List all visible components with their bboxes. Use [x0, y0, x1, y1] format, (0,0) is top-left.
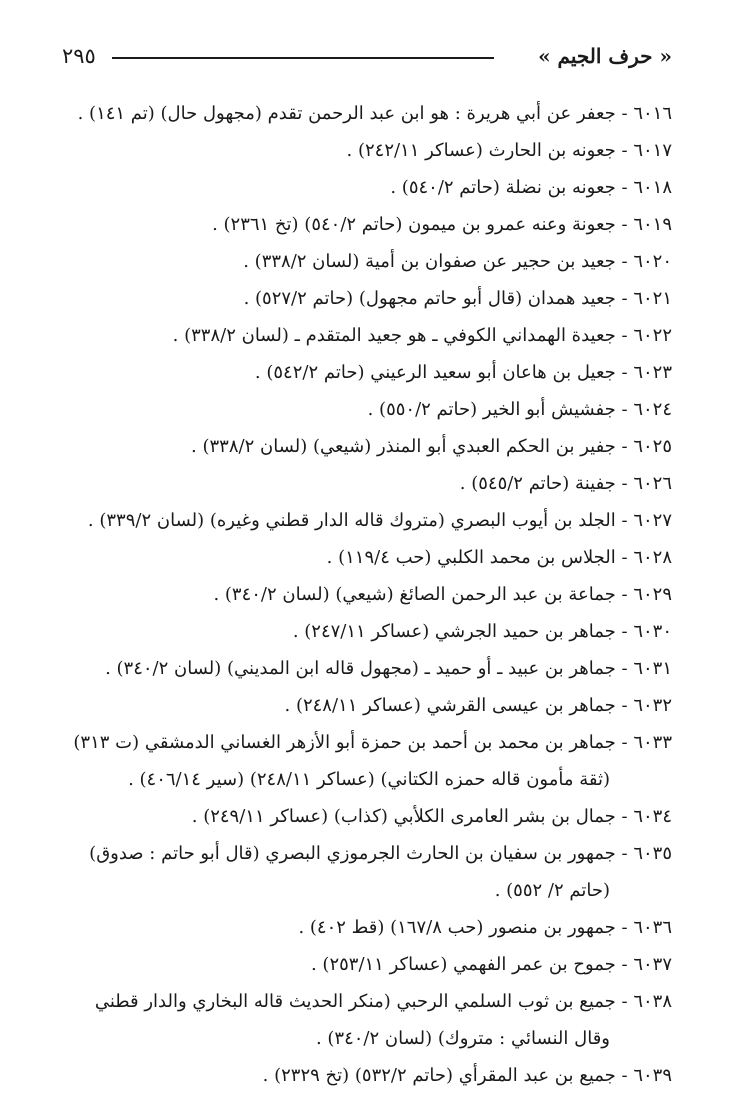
entry-text: جعونة وعنه عمرو بن ميمون (حاتم ٥٤٠/٢) (تخ ٢٣٦١) .	[212, 214, 616, 235]
page-number: ٢٩٥	[62, 44, 96, 68]
entry-text: جميع بن عبد المقرأي (حاتم ٥٣٢/٢) (تخ ٢٣٢٩) .	[262, 1065, 616, 1086]
entry-number: ٦٠٣١	[633, 658, 672, 679]
entry-number: ٦٠٣٧	[633, 954, 672, 975]
entry-text: جمهور بن منصور (حب ١٦٧/٨) (قط ٤٠٢) .	[298, 917, 616, 938]
page-header	[62, 36, 672, 76]
entry: ٦٠٢٠ - جعيد بن حجير عن صفوان بن أمية (لسان ٣٣٨/٢) .	[243, 251, 672, 272]
entry: ٦٠٢٥ - جفير بن الحكم العبدي أبو المنذر (شيعي) (لسان ٣٣٨/٢) .	[191, 436, 672, 457]
entry: ٦٠٢٣ - جعيل بن هاعان أبو سعيد الرعيني (حاتم ٥٤٢/٢) .	[254, 362, 672, 383]
entry-text: جفشيش أبو الخير (حاتم ٥٥٠/٢) .	[367, 399, 616, 420]
entry: ٦٠٣٦ - جمهور بن منصور (حب ١٦٧/٨) (قط ٤٠٢) .	[298, 917, 672, 938]
entry-number: ٦٠٢٣	[633, 362, 672, 383]
entry-text: الجلد بن أيوب البصري (متروك قاله الدار قطني وغيره) (لسان ٣٣٩/٢) .	[87, 510, 616, 531]
entry: ٦٠٣٢ - جماهر بن عيسى القرشي (عساكر ٢٤٨/١١) .	[284, 695, 672, 716]
entry-number: ٦٠٣٩	[633, 1065, 672, 1086]
entry-number: ٦٠٢٧	[633, 510, 672, 531]
entry: ٦٠٢٢ - جعيدة الهمداني الكوفي ـ هو جعيد المتقدم ـ (لسان ٣٣٨/٢) .	[172, 325, 672, 346]
entry-text: جماهر بن عبيد ـ أو حميد ـ (مجهول قاله ابن المديني) (لسان ٣٤٠/٢) .	[105, 658, 616, 679]
entry-number: ٦٠٣٨	[633, 991, 672, 1012]
entry: ٦٠٣١ - جماهر بن عبيد ـ أو حميد ـ (مجهول قاله ابن المديني) (لسان ٣٤٠/٢) .	[105, 658, 672, 679]
entry-text: جماهر بن عيسى القرشي (عساكر ٢٤٨/١١) .	[284, 695, 616, 716]
entry: ٦٠٢٤ - جفشيش أبو الخير (حاتم ٥٥٠/٢) .	[367, 399, 672, 420]
entry-number: ٦٠٣٦	[633, 917, 672, 938]
entry: ٦٠١٦ - جعفر عن أبي هريرة : هو ابن عبد الرحمن تقدم (مجهول حال) (تم ١٤١) .	[77, 103, 672, 124]
entry-text: جمال بن بشر العامرى الكلأبي (كذاب) (عساكر ٢٤٩/١١) .	[191, 806, 616, 827]
header-rule	[112, 57, 494, 59]
entry-text: جعيد همدان (قال أبو حاتم مجهول) (حاتم ٥٢٧/٢) .	[243, 288, 616, 309]
entry-number: ٦٠١٦	[633, 103, 672, 124]
entry: ٦٠٢١ - جعيد همدان (قال أبو حاتم مجهول) (حاتم ٥٢٧/٢) .	[243, 288, 672, 309]
entry-number: ٦٠٣٢	[633, 695, 672, 716]
entry: ٦٠٢٦ - جفينة (حاتم ٥٤٥/٢) .	[459, 473, 672, 494]
entry-text: جماهر بن محمد بن أحمد بن حمزة أبو الأزهر الغساني الدمشقي (ت ٣١٣) (ثقة مأمون قاله حمزه الكتاني) (عساكر ٢٤٨/١١) (سير ٤٠٦/١٤) .	[73, 732, 616, 790]
entry: ٦٠٣٥ - جمهور بن سفيان بن الحارث الجرموزي البصري (قال أبو حاتم : صدوق) (حاتم ٢/ ٥٥٢) .	[89, 843, 672, 901]
entry-number: ٦٠٣٥	[633, 843, 672, 864]
entry: ٦٠٣٨ - جميع بن ثوب السلمي الرحبي (منكر الحديث قاله البخاري والدار قطني وقال النسائي : متروك) (لسان ٣٤٠/٢) .	[94, 991, 672, 1049]
entry-number: ٦٠١٩	[633, 214, 672, 235]
entry-number: ٦٠٣٤	[633, 806, 672, 827]
entry: ٦٠٢٩ - جماعة بن عبد الرحمن الصائغ (شيعي) (لسان ٣٤٠/٢) .	[213, 584, 672, 605]
entry-text: جفينة (حاتم ٥٤٥/٢) .	[459, 473, 616, 494]
entry-number: ٦٠٢٦	[633, 473, 672, 494]
entry-number: ٦٠٢٥	[633, 436, 672, 457]
entry-text: جمهور بن سفيان بن الحارث الجرموزي البصري (قال أبو حاتم : صدوق) (حاتم ٢/ ٥٥٢) .	[89, 843, 616, 901]
entry: ٦٠١٩ - جعونة وعنه عمرو بن ميمون (حاتم ٥٤٠/٢) (تخ ٢٣٦١) .	[212, 214, 672, 235]
entry-text: جعيد بن حجير عن صفوان بن أمية (لسان ٣٣٨/٢) .	[243, 251, 616, 272]
entry: ٦٠١٨ - جعونه بن نضلة (حاتم ٥٤٠/٢) .	[390, 177, 672, 198]
entry: ٦٠٢٨ - الجلاس بن محمد الكلبي (حب ١١٩/٤) .	[326, 547, 672, 568]
entry-text: الجلاس بن محمد الكلبي (حب ١١٩/٤) .	[326, 547, 616, 568]
entry-number: ٦٠٢٨	[633, 547, 672, 568]
entry-number: ٦٠٢١	[633, 288, 672, 309]
entry-text: جعيل بن هاعان أبو سعيد الرعيني (حاتم ٥٤٢/٢) .	[254, 362, 616, 383]
entry-number: ٦٠١٧	[633, 140, 672, 161]
entry-number: ٦٠١٨	[633, 177, 672, 198]
entry: ٦٠٣٠ - جماهر بن حميد الجرشي (عساكر ٢٤٧/١١) .	[292, 621, 672, 642]
entry: ٦٠٣٣ - جماهر بن محمد بن أحمد بن حمزة أبو الأزهر الغساني الدمشقي (ت ٣١٣) (ثقة مأمون قاله حمزه الكتاني) (عساكر ٢٤٨/١١) (سير ٤٠٦/١٤) .	[73, 732, 672, 790]
entry-number: ٦٠٢٢	[633, 325, 672, 346]
entry: ٦٠٣٤ - جمال بن بشر العامرى الكلأبي (كذاب) (عساكر ٢٤٩/١١) .	[191, 806, 672, 827]
entry-text: جعونه بن نضلة (حاتم ٥٤٠/٢) .	[390, 177, 616, 198]
entry-text: جماهر بن حميد الجرشي (عساكر ٢٤٧/١١) .	[292, 621, 616, 642]
entry: ٦٠٣٩ - جميع بن عبد المقرأي (حاتم ٥٣٢/٢) (تخ ٢٣٢٩) .	[262, 1065, 672, 1086]
entry-number: ٦٠٢٤	[633, 399, 672, 420]
entry-text: جميع بن ثوب السلمي الرحبي (منكر الحديث قاله البخاري والدار قطني وقال النسائي : متروك) (لسان ٣٤٠/٢) .	[94, 991, 616, 1049]
entry-text: جفير بن الحكم العبدي أبو المنذر (شيعي) (لسان ٣٣٨/٢) .	[191, 436, 616, 457]
chapter-title: « حرف الجيم »	[538, 44, 672, 68]
entry: ٦٠٢٧ - الجلد بن أيوب البصري (متروك قاله الدار قطني وغيره) (لسان ٣٣٩/٢) .	[87, 510, 672, 531]
entry-text: جعونه بن الحارث (عساكر ٢٤٢/١١) .	[346, 140, 616, 161]
entry: ٦٠٣٧ - جموح بن عمر الفهمي (عساكر ٢٥٣/١١) .	[310, 954, 672, 975]
entry: ٦٠١٧ - جعونه بن الحارث (عساكر ٢٤٢/١١) .	[346, 140, 672, 161]
entry-number: ٦٠٢٩	[633, 584, 672, 605]
entry-number: ٦٠٢٠	[633, 251, 672, 272]
entry-text: جموح بن عمر الفهمي (عساكر ٢٥٣/١١) .	[310, 954, 616, 975]
entry-number: ٦٠٣٠	[633, 621, 672, 642]
entry-text: جماعة بن عبد الرحمن الصائغ (شيعي) (لسان ٣٤٠/٢) .	[213, 584, 616, 605]
entry-text: جعيدة الهمداني الكوفي ـ هو جعيد المتقدم ـ (لسان ٣٣٨/٢) .	[172, 325, 616, 346]
entry-number: ٦٠٣٣	[633, 732, 672, 753]
entry-list	[60, 95, 672, 1094]
entry-text: جعفر عن أبي هريرة : هو ابن عبد الرحمن تقدم (مجهول حال) (تم ١٤١) .	[77, 103, 616, 124]
